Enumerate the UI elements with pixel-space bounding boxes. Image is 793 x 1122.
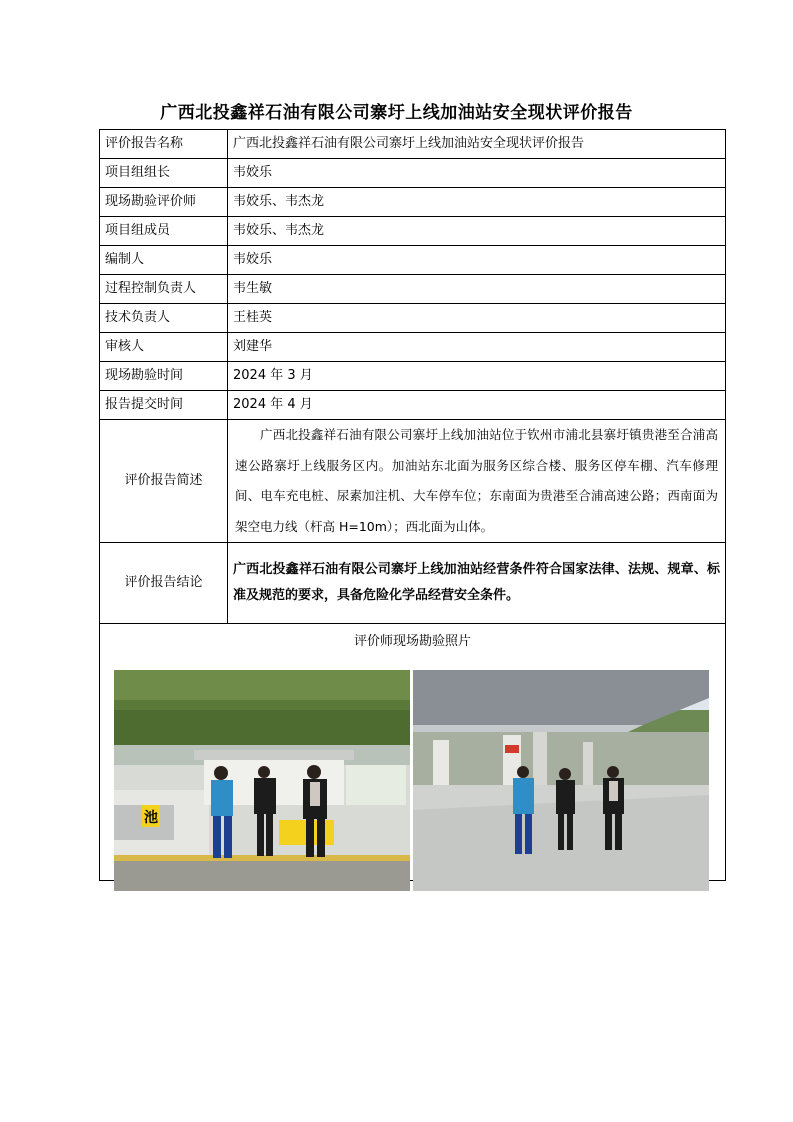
site-photo-right-image: [413, 670, 709, 891]
row-value: 韦姣乐: [228, 159, 726, 188]
row-label: 审核人: [100, 333, 228, 362]
site-photo-left-image: [114, 670, 410, 891]
table-row: [100, 130, 726, 159]
table-row: [100, 362, 726, 391]
conclusion-row: [100, 543, 726, 624]
conclusion-text: 广西北投鑫祥石油有限公司寨圩上线加油站经营条件符合国家法律、法规、规章、标准及规范的要求，具备危险化学品经营安全条件。: [233, 562, 720, 603]
site-photo-left: [114, 670, 410, 891]
row-label: 编制人: [100, 246, 228, 275]
table-row: [100, 159, 726, 188]
photo-row: [100, 624, 726, 881]
table-row: [100, 391, 726, 420]
table-row: [100, 333, 726, 362]
row-label: 项目组成员: [100, 217, 228, 246]
table-row: [100, 246, 726, 275]
row-value: 韦姣乐、韦杰龙: [228, 217, 726, 246]
row-label: 技术负责人: [100, 304, 228, 333]
table-row: [100, 188, 726, 217]
photo-cell: [100, 624, 726, 881]
row-value: 韦姣乐: [228, 246, 726, 275]
row-label: 现场勘验评价师: [100, 188, 228, 217]
row-value: 2024 年 3 月: [228, 362, 726, 391]
row-value: 韦生敏: [228, 275, 726, 304]
row-label: 现场勘验时间: [100, 362, 228, 391]
row-label: 项目组组长: [100, 159, 228, 188]
table-row: [100, 304, 726, 333]
table-row: [100, 217, 726, 246]
row-label: 评价报告名称: [100, 130, 228, 159]
report-title: 广西北投鑫祥石油有限公司寨圩上线加油站安全现状评价报告: [160, 103, 633, 123]
summary-label: 评价报告简述: [100, 420, 228, 543]
row-value: 王桂英: [228, 304, 726, 333]
summary-cell: [228, 420, 726, 543]
summary-text: 广西北投鑫祥石油有限公司寨圩上线加油站位于钦州市浦北县寨圩镇贵港至合浦高速公路寨圩上线服务区内。加油站东北面为服务区综合楼、服务区停车棚、汽车修理间、电车充电桩、尿素加注机、大车停车位；东南面为贵港至合浦高速公路；西南面为架空电力线（杆高 H=10m）；西北面为山体。: [235, 427, 718, 534]
row-value: 刘建华: [228, 333, 726, 362]
row-value: 韦姣乐、韦杰龙: [228, 188, 726, 217]
conclusion-cell: [228, 543, 726, 624]
row-label: 过程控制负责人: [100, 275, 228, 304]
row-value: 广西北投鑫祥石油有限公司寨圩上线加油站安全现状评价报告: [228, 130, 726, 159]
photo-caption: 评价师现场勘验照片: [353, 634, 471, 649]
tank-sign-text: 池: [144, 809, 158, 826]
row-value: 2024 年 4 月: [228, 391, 726, 420]
summary-row: [100, 420, 726, 543]
photo-area: [100, 650, 725, 880]
site-photo-right: [413, 670, 709, 891]
table-row: [100, 275, 726, 304]
row-label: 报告提交时间: [100, 391, 228, 420]
conclusion-label: 评价报告结论: [100, 543, 228, 624]
report-info-table: [99, 129, 726, 881]
